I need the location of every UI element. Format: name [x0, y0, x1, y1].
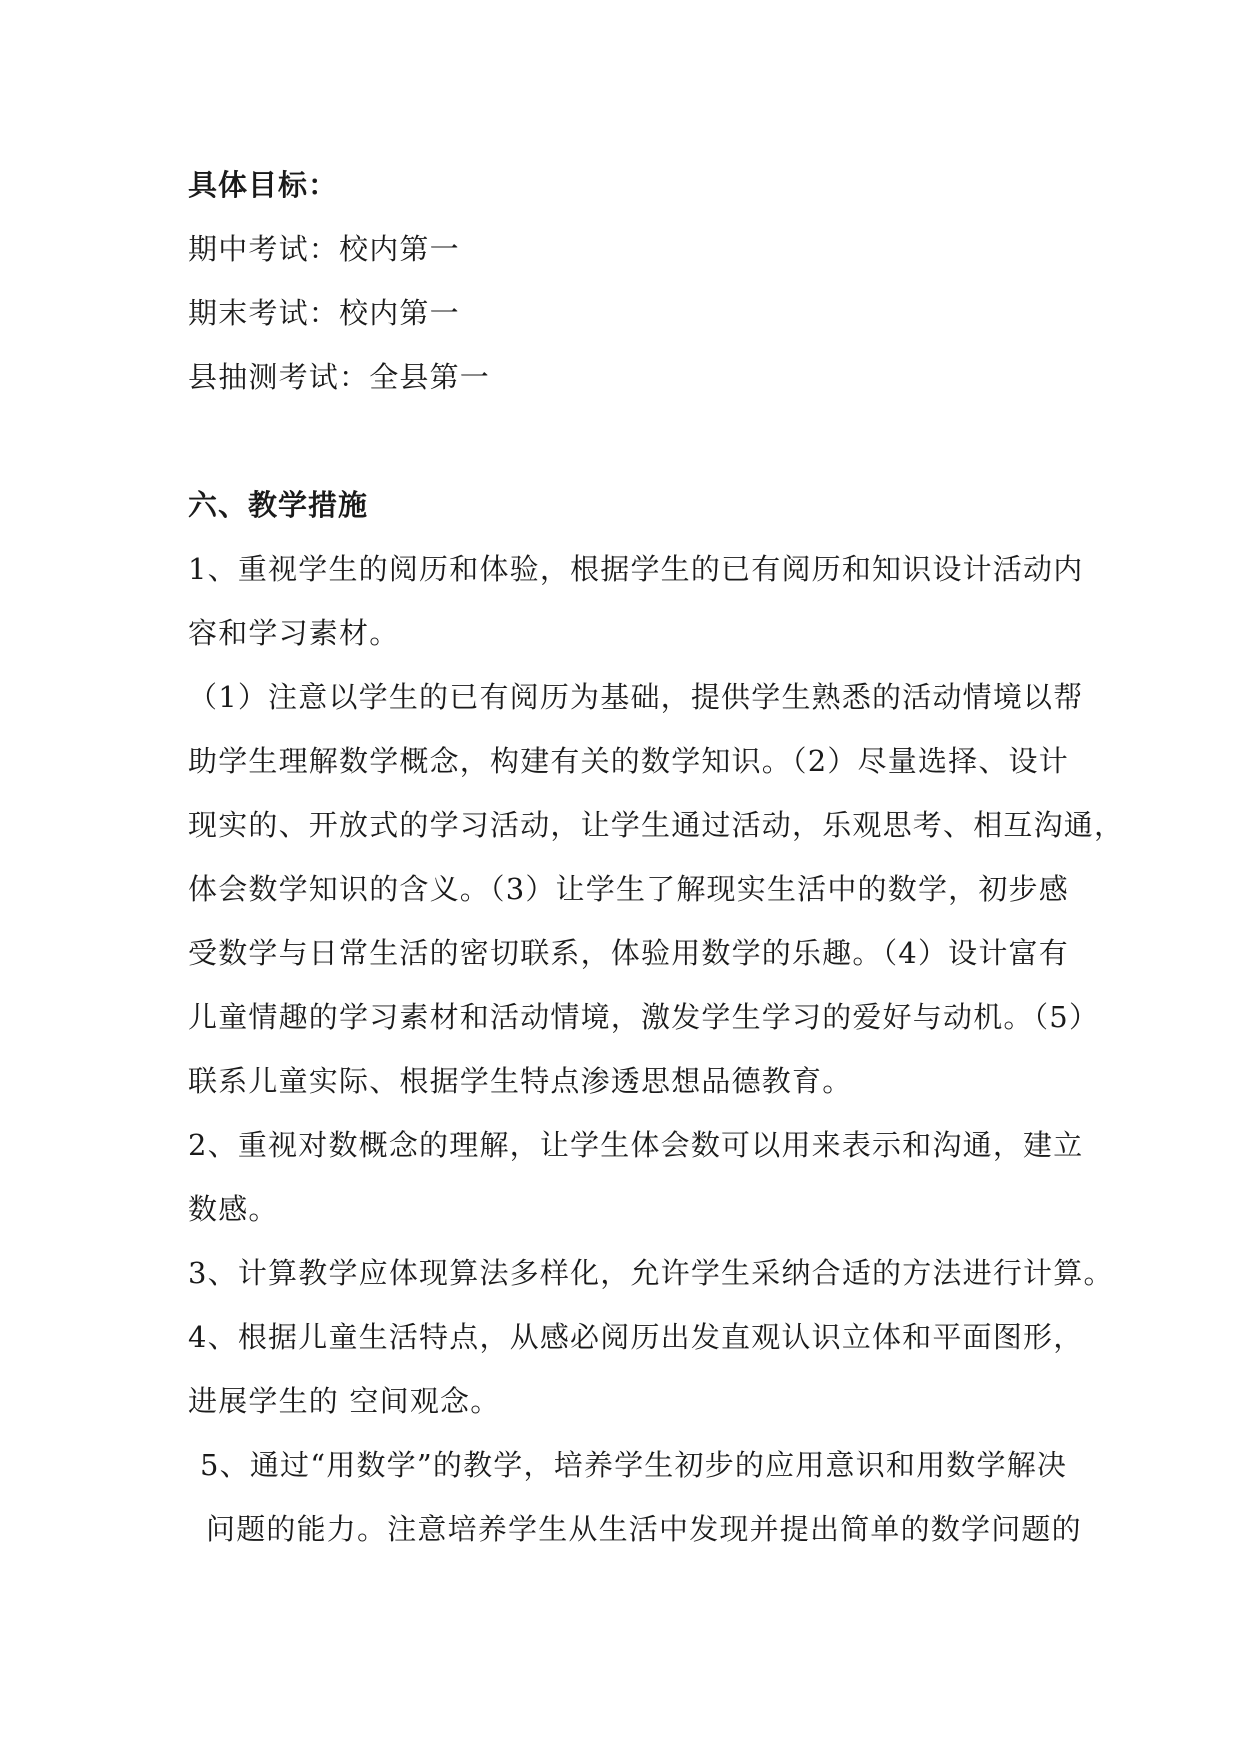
paragraph-line: 数感。	[188, 1192, 279, 1226]
paragraph-line: 4、根据儿童生活特点，从感必阅历出发直观认识立体和平面图形，	[188, 1320, 1084, 1354]
paragraph-line: 助学生理解数学概念，构建有关的数学知识。（2）尽量选择、设计	[188, 744, 1069, 778]
paragraph-line: 3、计算教学应体现算法多样化，允许学生采纳合适的方法进行计算。	[188, 1256, 1114, 1290]
goal-county-test: 县抽测考试：全县第一	[188, 360, 491, 394]
goal-midterm: 期中考试：校内第一	[188, 232, 460, 266]
paragraph-line: 受数学与日常生活的密切联系，体验用数学的乐趣。（4）设计富有	[188, 936, 1069, 970]
paragraph-line: 1、重视学生的阅历和体验，根据学生的已有阅历和知识设计活动内	[188, 552, 1084, 586]
paragraph-line: 容和学习素材。	[188, 616, 400, 650]
paragraph-line: 儿童情趣的学习素材和活动情境，激发学生学习的爱好与动机。（5）	[188, 1000, 1100, 1034]
paragraph-line: 2、重视对数概念的理解，让学生体会数可以用来表示和沟通，建立	[188, 1128, 1084, 1162]
paragraph-line: 现实的、开放式的学习活动，让学生通过活动，乐观思考、相互沟通，	[188, 808, 1125, 842]
paragraph-line: 体会数学知识的含义。（3）让学生了解现实生活中的数学，初步感	[188, 872, 1069, 906]
paragraph-line: 问题的能力。注意培养学生从生活中发现并提出简单的数学问题的	[206, 1512, 1082, 1546]
paragraph-line: 5、通过“用数学”的教学，培养学生初步的应用意识和用数学解决	[200, 1448, 1068, 1482]
goal-final: 期末考试：校内第一	[188, 296, 460, 330]
section6-heading: 六、教学措施	[188, 488, 369, 522]
paragraph-line: 进展学生的 空间观念。	[188, 1384, 501, 1418]
paragraph-line: 联系儿童实际、根据学生特点渗透思想品德教育。	[188, 1064, 853, 1098]
specific-goals-heading: 具体目标：	[188, 168, 339, 202]
paragraph-line: （1）注意以学生的已有阅历为基础，提供学生熟悉的活动情境以帮	[188, 680, 1084, 714]
